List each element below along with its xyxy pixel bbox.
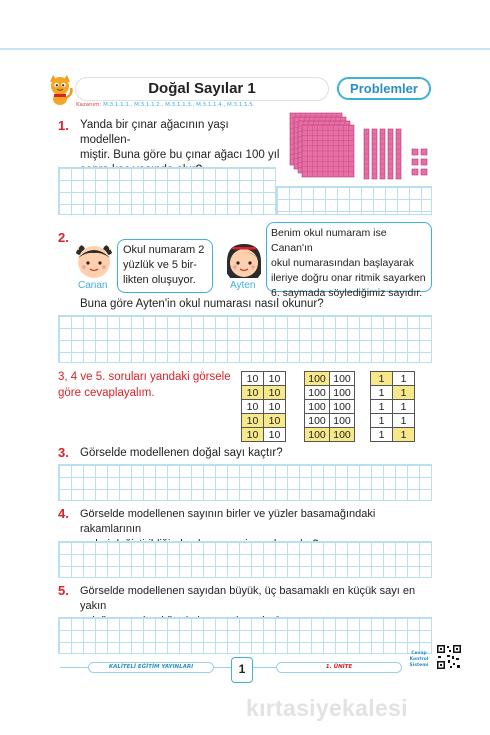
section-badge-label: Problemler <box>350 81 418 96</box>
ones-cube <box>412 169 418 175</box>
value-cell: 10 <box>242 400 264 414</box>
value-cell: 10 <box>242 386 264 400</box>
q5-number: 5. <box>58 583 69 598</box>
intro-line: göre cevaplayalım. <box>58 387 155 399</box>
ayten-bubble-line: Benim okul numaram ise Canan'ın <box>271 227 387 254</box>
qr-code-icon[interactable] <box>436 644 462 670</box>
footer-line <box>60 667 88 668</box>
ones-cube <box>421 169 427 175</box>
page-number: 1 <box>231 657 253 683</box>
q1-answer-grid-left[interactable] <box>58 167 276 215</box>
value-cell: 1 <box>393 428 415 442</box>
q3-answer-grid[interactable] <box>58 464 432 501</box>
cat-mascot-icon <box>46 74 74 106</box>
ayten-speech-bubble <box>266 222 432 299</box>
kazanim-codes: M.3.1.1.1., M.3.1.1.2., M.3.1.1.3., M.3.1.1.4., M.3.1.1.5. <box>103 102 255 108</box>
q1-line: miştir. Buna göre bu çınar ağacı 100 yıl <box>80 149 280 161</box>
value-cell: 1 <box>371 400 393 414</box>
ones-table <box>370 371 415 442</box>
top-margin <box>0 0 490 48</box>
q3-text: Görselde modellenen doğal sayı kaçtır? <box>80 447 283 459</box>
value-cell: 10 <box>242 414 264 428</box>
value-cell: 100 <box>305 428 330 442</box>
footer-line <box>253 667 276 668</box>
value-cell: 1 <box>371 428 393 442</box>
q4-line: Görselde modellenen sayının birler ve yüzler basamağındaki rakamlarının <box>80 508 376 535</box>
value-cell: 100 <box>330 386 355 400</box>
top-rule <box>0 48 490 50</box>
footer-line <box>214 667 231 668</box>
ones-cube <box>412 159 418 165</box>
value-cell: 100 <box>305 372 330 386</box>
value-cell: 1 <box>393 372 415 386</box>
q4-answer-grid[interactable] <box>58 541 432 578</box>
canan-bubble-line: Okul numaram 2 <box>123 244 205 256</box>
canan-bubble-line: likten oluşuyor. <box>123 274 196 286</box>
value-cell: 10 <box>264 414 286 428</box>
intro-line: 3, 4 ve 5. soruları yandaki görsele <box>58 371 231 383</box>
section-badge <box>337 77 431 100</box>
ayten-bubble-line: ileriye doğru onar ritmik sayarken <box>271 272 426 284</box>
canan-avatar <box>74 240 114 284</box>
value-cell: 100 <box>330 372 355 386</box>
value-cell: 10 <box>242 428 264 442</box>
canan-name: Canan <box>78 280 108 291</box>
value-cell: 10 <box>264 386 286 400</box>
value-cell: 10 <box>264 372 286 386</box>
value-cell: 10 <box>242 372 264 386</box>
q5-line: Görselde modellenen sayıdan büyük, üç basamaklı en küçük sayı en yakın <box>80 585 416 612</box>
kazanim-label: Kazanım: <box>76 102 102 108</box>
q1-answer-grid-right[interactable] <box>276 186 432 215</box>
cks-line: Sistemi <box>409 663 429 668</box>
ayten-name: Ayten <box>230 280 256 291</box>
page-title: Doğal Sayılar 1 <box>148 80 256 97</box>
value-cell: 100 <box>330 428 355 442</box>
title-box <box>76 78 328 100</box>
unit-label: 1. ÜNİTE <box>276 662 402 673</box>
ones-cube <box>421 149 427 155</box>
value-cell: 100 <box>330 414 355 428</box>
q2-question: Buna göre Ayten'in okul numarası nasıl okunur? <box>80 298 324 310</box>
value-cell: 100 <box>330 400 355 414</box>
tens-table <box>241 371 286 442</box>
watermark: kırtasiyekalesi <box>246 695 408 721</box>
value-cell: 1 <box>371 386 393 400</box>
ayten-bubble-line: okul numarasından başlayarak <box>271 257 415 269</box>
hundreds-table <box>304 371 355 442</box>
value-cell: 1 <box>371 372 393 386</box>
value-cell: 1 <box>393 414 415 428</box>
base-ten-model <box>286 111 436 185</box>
q4-number: 4. <box>58 506 69 521</box>
q2-number: 2. <box>58 230 69 245</box>
ayten-avatar <box>224 240 264 284</box>
q1-line: Yanda bir çınar ağacının yaşı modellen- <box>80 119 229 146</box>
q1-number: 1. <box>58 118 69 133</box>
value-cell: 1 <box>393 386 415 400</box>
value-cell: 1 <box>393 400 415 414</box>
value-cell: 100 <box>305 400 330 414</box>
ones-cube <box>412 149 418 155</box>
q5-answer-grid[interactable] <box>58 617 432 654</box>
canan-bubble-line: yüzlük ve 5 bir- <box>123 259 197 271</box>
q2-answer-grid[interactable] <box>58 315 432 363</box>
intro-text <box>58 369 238 401</box>
value-cell: 10 <box>264 428 286 442</box>
q3-number: 3. <box>58 445 69 460</box>
cks-line: Cevap <box>411 651 427 656</box>
publisher-label: KALİTELİ EĞİTİM YAYINLARI <box>88 662 214 673</box>
ayten-bubble-line: 6. saymada söylediğimiz sayıdır. <box>271 287 423 299</box>
kazanim-line <box>76 102 255 108</box>
cks-line: Kontrol <box>409 657 429 662</box>
value-cell: 100 <box>305 414 330 428</box>
value-cell: 1 <box>371 414 393 428</box>
value-cell: 10 <box>264 400 286 414</box>
value-cell: 100 <box>305 386 330 400</box>
ones-cube <box>421 159 427 165</box>
answer-check-label <box>407 651 431 669</box>
canan-speech-bubble <box>117 239 213 293</box>
